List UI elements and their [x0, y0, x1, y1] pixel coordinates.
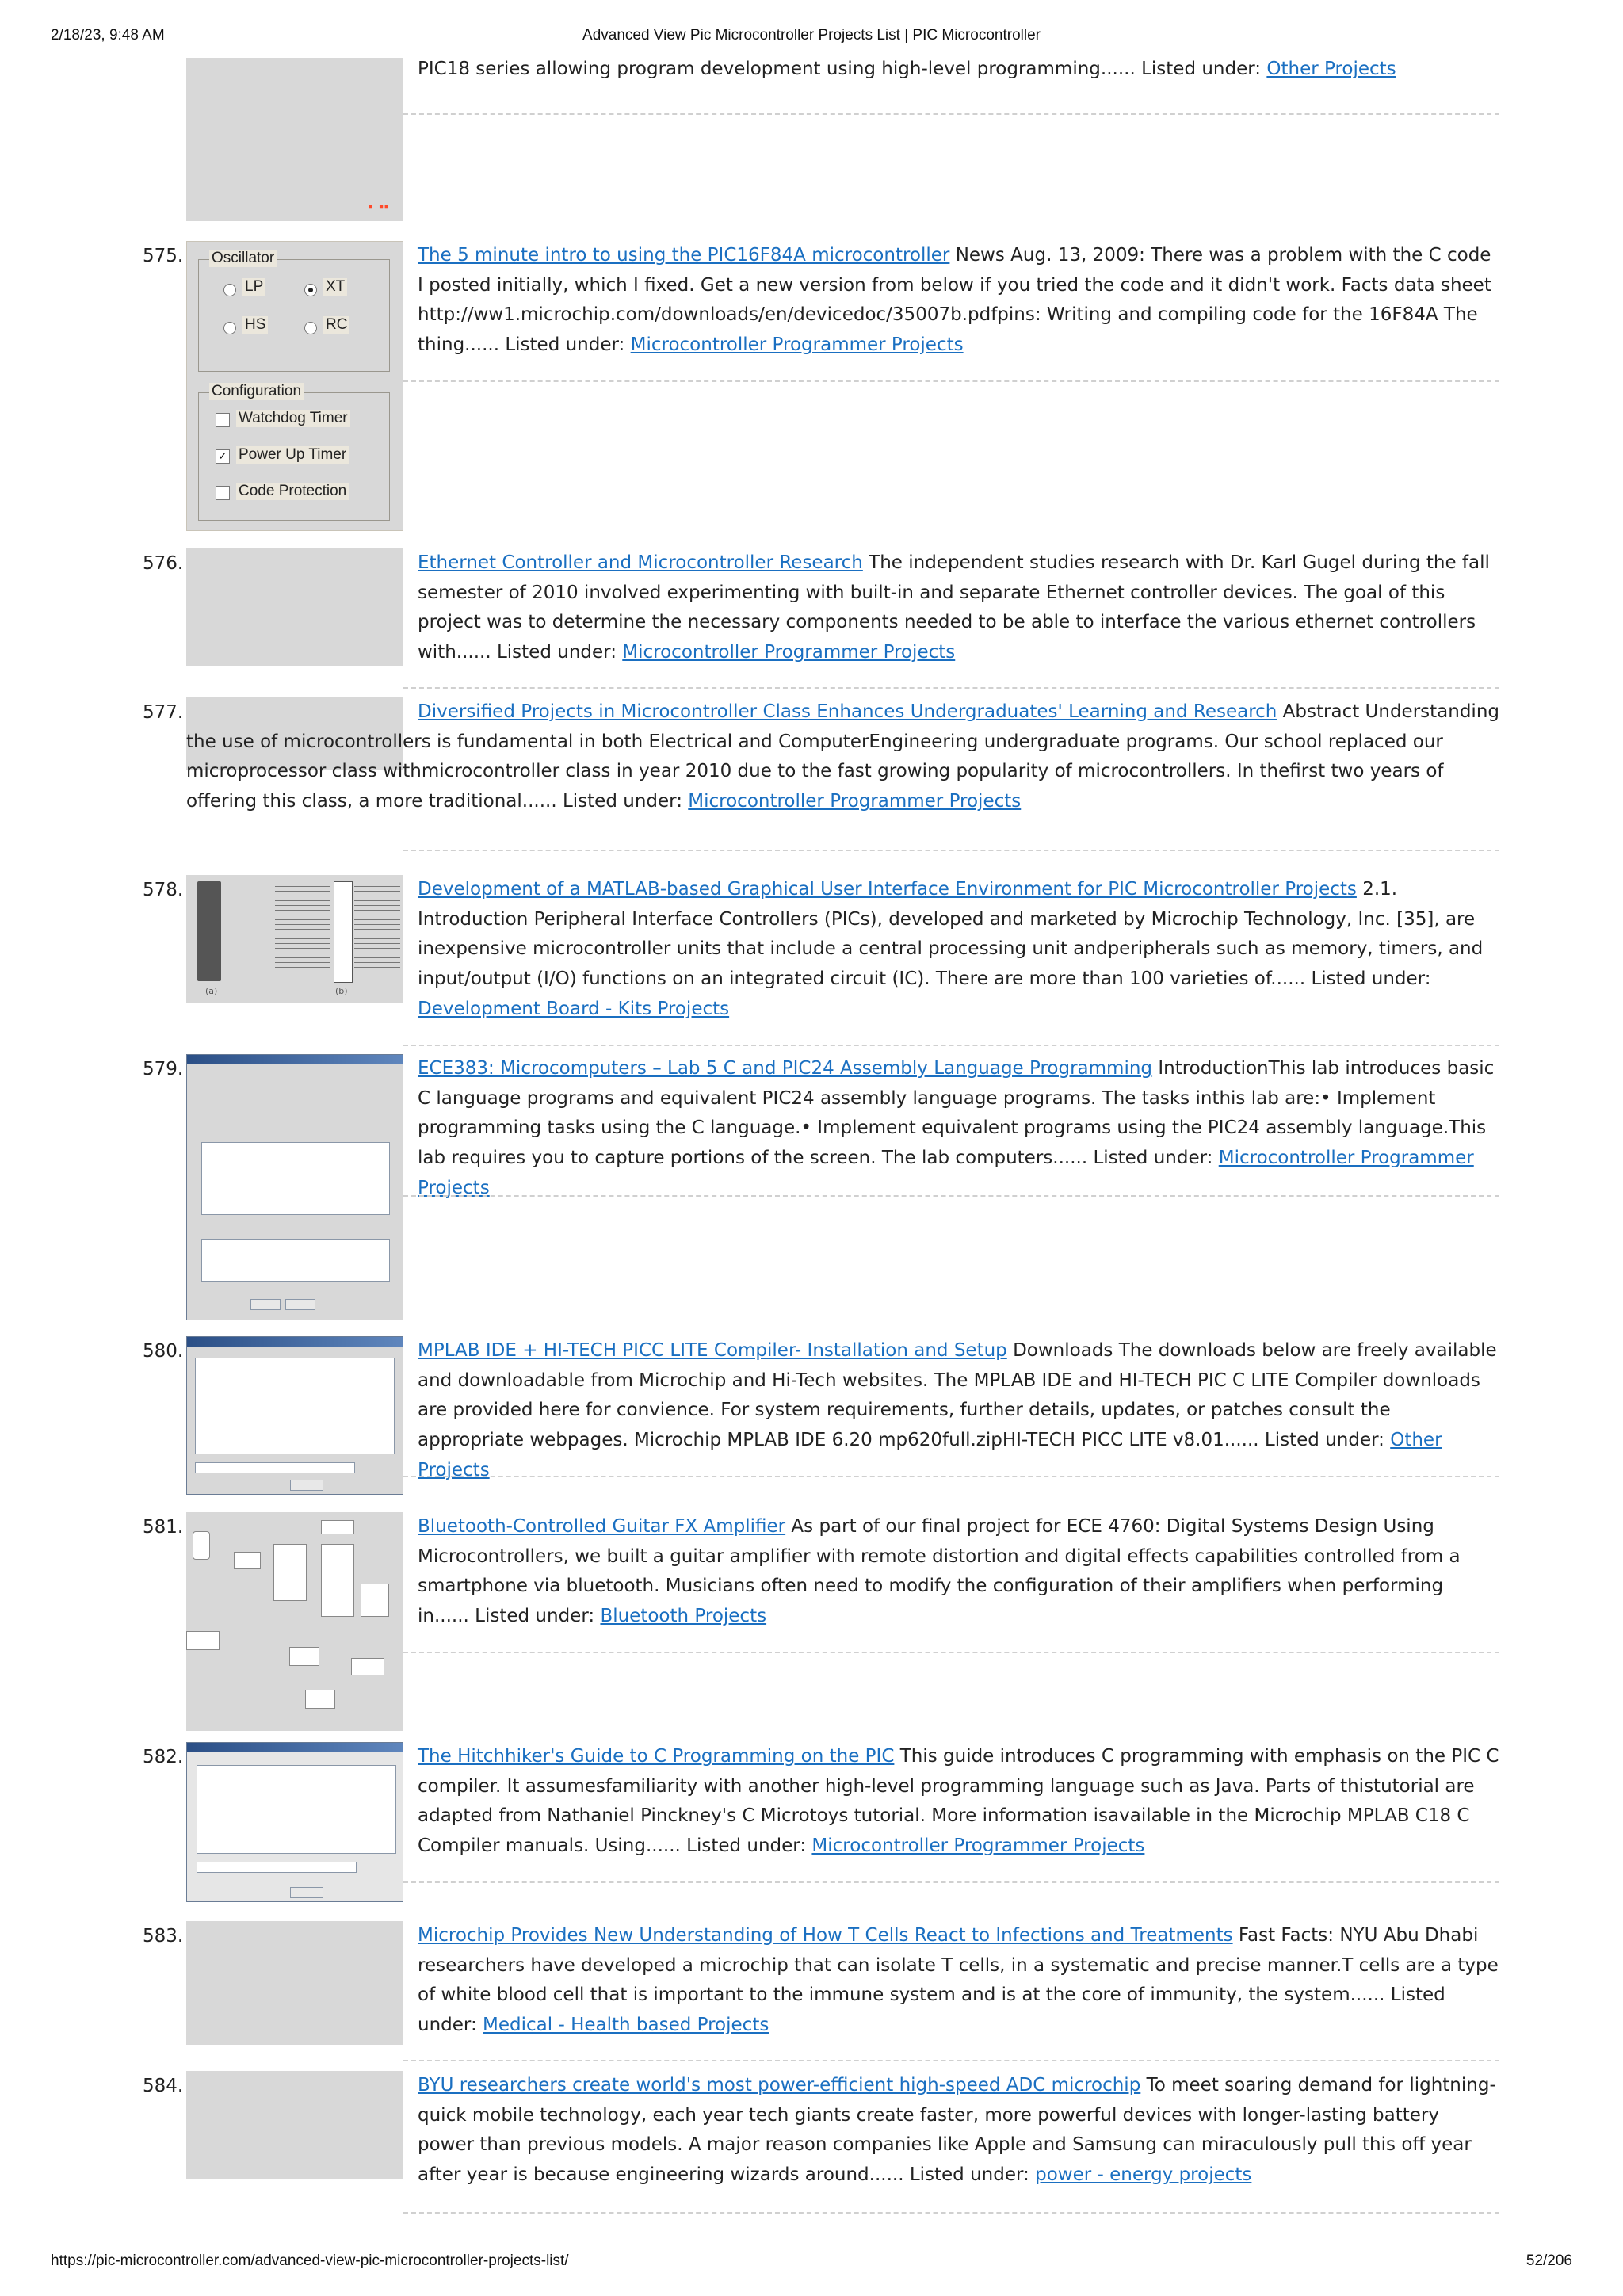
- chip-diagram: [334, 881, 353, 983]
- print-datetime: 2/18/23, 9:48 AM: [51, 27, 165, 44]
- photo-timestamp-overlay: ▪ ▪▪: [368, 201, 389, 212]
- page-counter: 52/206: [1526, 2252, 1572, 2269]
- entry-text: [418, 1512, 1499, 1632]
- entry-text: [418, 55, 1499, 85]
- entry-number: 580.: [143, 1341, 184, 1362]
- entry-body: PIC18 series allowing program development using high-level programming...... Listed under:: [418, 59, 1267, 79]
- dialog-titlebar: [187, 1337, 403, 1347]
- radio-rc-label: RC: [323, 316, 349, 334]
- entry-title-link[interactable]: Microchip Provides New Understanding of How T Cells React to Infections and Treatments: [418, 1925, 1233, 1946]
- entry-number: 584.: [143, 2076, 184, 2096]
- entry-title-link[interactable]: MPLAB IDE + HI-TECH PICC LITE Compiler- Installation and Setup: [418, 1340, 1007, 1361]
- entry-number: 579.: [143, 1059, 184, 1079]
- entry-text: [418, 241, 1499, 361]
- print-header: [0, 24, 1623, 48]
- entry-number: 577.: [143, 702, 184, 723]
- entry-divider: [403, 2212, 1499, 2214]
- chip-photo: [197, 881, 221, 981]
- entry-title-link[interactable]: Bluetooth-Controlled Guitar FX Amplifier: [418, 1516, 786, 1537]
- oscillator-config-dialog[interactable]: [186, 241, 403, 531]
- entry-body: Downloads The downloads below are freely available and downloadable from Microchip and Hi-Tech websites. The MPLAB IDE and HI-TECH PIC C LITE Compiler downloads are provided here for convience. For system requirements, further details, updates, or patches consult the appropriate webpages. Microchip MPLAB IDE 6.20 mp620full.zipHI-TECH PICC LITE v8.01...... Listed under:: [418, 1340, 1497, 1451]
- entry-title-link[interactable]: The Hitchhiker's Guide to C Programming on the PIC: [418, 1746, 895, 1767]
- oscillator-group: [198, 259, 390, 372]
- print-url: https://pic-microcontroller.com/advanced-view-pic-microcontroller-projects-list/: [51, 2252, 569, 2269]
- smartphone-block: [193, 1531, 210, 1560]
- block: [321, 1544, 354, 1617]
- checkbox-codeprotect-label: Code Protection: [236, 483, 349, 500]
- checkbox-codeprotect: [216, 486, 230, 500]
- category-link[interactable]: power - energy projects: [1035, 2164, 1252, 2186]
- registered-tools-dialog[interactable]: [186, 1742, 403, 1902]
- checkbox-watchdog: [216, 413, 230, 427]
- entry-title-link[interactable]: Ethernet Controller and Microcontroller Research: [418, 552, 863, 573]
- pin-labels-left: [275, 886, 330, 976]
- entry-divider: [403, 850, 1499, 851]
- configuration-group-label: Configuration: [209, 383, 304, 400]
- entry-body: The independent studies research with Dr. Karl Gugel during the fall semester of 2010 involved experimenting with built-in and separate Ethernet controller devices. The goal of this project was to determine the necessary components needed to be able to interface the various ethernet controllers with...... Listed under:: [418, 552, 1490, 663]
- entry-number: 578.: [143, 880, 184, 900]
- build-options-dialog[interactable]: [186, 1054, 403, 1320]
- entry-title-link[interactable]: Diversified Projects in Microcontroller Class Enhances Undergraduates' Learning and Research: [418, 701, 1277, 722]
- entry-divider: [403, 1881, 1499, 1883]
- entry-number: 575.: [143, 246, 184, 266]
- caption-b: (b): [335, 986, 348, 996]
- entry-text: [418, 1742, 1499, 1862]
- checkbox-powerup: ✓: [216, 449, 230, 464]
- entry-body: 2.1. Introduction Peripheral Interface Controllers (PICs), developed and marketed by Microchip Technology, Inc. [35], are inexpensive microcontroller units that include a central processing unit andperipherals such as memory, timers, and input/output (I/O) functions on an integrated circuit (IC). There are more than 100 varieties of...... Listed under:: [418, 879, 1484, 990]
- guitar-fx-block-diagram[interactable]: [186, 1512, 403, 1731]
- entry-text: [418, 1336, 1499, 1486]
- entry-divider: [403, 1652, 1499, 1653]
- radio-xt: [304, 284, 317, 296]
- ethernet-board-photo[interactable]: [186, 548, 403, 666]
- print-footer: [0, 2249, 1623, 2273]
- category-link[interactable]: Microcontroller Programmer Projects: [812, 1836, 1145, 1857]
- t-cells-illustration[interactable]: [186, 1921, 403, 2045]
- dialog-tree-panel: [197, 1765, 396, 1854]
- entry-title-link[interactable]: ECE383: Microcomputers – Lab 5 C and PIC24 Assembly Language Programming: [418, 1058, 1153, 1079]
- entry-title-link[interactable]: BYU researchers create world's most power-efficient high-speed ADC microchip: [418, 2075, 1141, 2095]
- block: [273, 1544, 307, 1601]
- block: [361, 1584, 389, 1617]
- category-link[interactable]: Microcontroller Programmer Projects: [688, 791, 1022, 812]
- radio-rc: [304, 322, 317, 334]
- category-link[interactable]: Other Projects: [1266, 59, 1396, 79]
- checkbox-watchdog-label: Watchdog Timer: [236, 410, 350, 427]
- entry-number: 581.: [143, 1517, 184, 1538]
- block: [234, 1552, 261, 1569]
- entry-body: This guide introduces C programming with emphasis on the PIC C compiler. It assumesfamiliarity with another high-level programming language such as Java. Parts of thistutorial are adapted from Nathaniel Pinckney's C Microtoys tutorial. More information isavailable in the Microchip MPLAB C18 C Compiler manuals. Using...... Listed under:: [418, 1746, 1499, 1857]
- entry-divider: [403, 1045, 1499, 1046]
- radio-lp: [223, 284, 236, 296]
- block: [186, 1631, 220, 1650]
- entry-title-link[interactable]: Development of a MATLAB-based Graphical User Interface Environment for PIC Microcontroller Projects: [418, 879, 1357, 900]
- entry-divider: [403, 1476, 1499, 1477]
- caption-a: (a): [205, 986, 218, 996]
- category-link[interactable]: Development Board - Kits Projects: [418, 998, 730, 1019]
- category-link[interactable]: Microcontroller Programmer Projects: [418, 1148, 1474, 1198]
- category-link[interactable]: Microcontroller Programmer Projects: [622, 642, 956, 663]
- classroom-board-image[interactable]: [186, 58, 403, 221]
- block: [305, 1690, 335, 1709]
- entry-text: [418, 2071, 1499, 2191]
- entry-number: 582.: [143, 1747, 184, 1767]
- radio-hs-label: HS: [242, 316, 268, 334]
- entry-body: Fast Facts: NYU Abu Dhabi researchers have developed a microchip that can isolate T cells, in a systematic and precise manner.T cells are a type of white blood cell that is important to the immune system and is at the core of immunity, the system...... Listed under:: [418, 1925, 1499, 2036]
- entry-divider: [403, 113, 1499, 115]
- ok-button: [250, 1299, 281, 1310]
- entry-text: [186, 697, 1499, 817]
- entry-body: As part of our final project for ECE 4760: Digital Systems Design Using Microcontrollers, we built a guitar amplifier with remote distortion and digital effects capabilities controlled from a smartphone via bluetooth. Musicians often need to modify the configuration of their amplifiers when performing in...... Listed under:: [418, 1516, 1461, 1627]
- entry-body: IntroductionThis lab introduces basic C language programs and equivalent PIC24 assembly language programs. The tasks inthis lab are:• Implement programming tasks using the C language.• Implement equivalent programs using the PIC24 assembly language.This lab requires you to capture portions of the screen. The lab computers...... Listed under:: [418, 1058, 1495, 1169]
- entry-text: [418, 875, 1499, 1025]
- radio-hs: [223, 322, 236, 334]
- cancel-button: [285, 1299, 315, 1310]
- block: [289, 1647, 319, 1666]
- ok-button: [290, 1887, 323, 1898]
- entry-title-link[interactable]: The 5 minute intro to using the PIC16F84A microcontroller: [418, 245, 950, 266]
- radio-lp-label: LP: [242, 278, 265, 296]
- category-link[interactable]: Medical - Health based Projects: [483, 2015, 769, 2036]
- entry-text: [418, 548, 1499, 668]
- entry-divider: [403, 1195, 1499, 1197]
- pic-chip-pinout[interactable]: [186, 875, 403, 1003]
- radio-xt-label: XT: [323, 278, 347, 296]
- entry-text: [418, 1054, 1499, 1204]
- category-link[interactable]: Microcontroller Programmer Projects: [630, 334, 964, 356]
- dialog-titlebar: [187, 1055, 403, 1064]
- entry-body: Abstract Understanding the use of microcontrollers is fundamental in both Electrical and ComputerEngineering undergraduate programs. Our school replaced our microprocessor class withmicrocontroller class in year 2010 due to the fast growing popularity of microcontrollers. In thefirst two years of offering this class, a more traditional...... Listed under:: [186, 701, 1500, 812]
- researcher-photo[interactable]: [186, 2071, 403, 2179]
- checkbox-powerup-label: Power Up Timer: [236, 446, 349, 464]
- dialog-policy-panel: [201, 1239, 390, 1282]
- entry-body: News Aug. 13, 2009: There was a problem with the C code I posted initially, which I fixed. Get a new version from below if you tried the code and it didn't work. Facts data sheet http://ww1.microchip.com/downloads/en/devicedoc/35007b.pdfpins: Writing and compiling code for the 16F84A The thing...... Listed under:: [418, 245, 1491, 356]
- entry-number: 576.: [143, 553, 184, 574]
- entry-divider: [403, 687, 1499, 689]
- block: [321, 1520, 354, 1534]
- entry-body: To meet soaring demand for lightning-quick mobile technology, each year tech giants create faster, more powerful devices with longer-lasting battery power than previous models. A major reason companies like Apple and Samsung can miraculously pull this off year after year is because engineering wizards around...... Listed under:: [418, 2075, 1496, 2186]
- dialog-location-field: [197, 1862, 357, 1873]
- dialog-titlebar: [187, 1743, 403, 1752]
- dialog-location-field: [195, 1462, 355, 1473]
- dialog-tree-panel: [195, 1358, 395, 1454]
- category-link[interactable]: Other Projects: [418, 1430, 1442, 1480]
- entry-divider: [403, 2060, 1499, 2061]
- entry-number: 583.: [143, 1926, 184, 1946]
- pin-labels-right: [354, 886, 400, 976]
- print-page-title: Advanced View Pic Microcontroller Projects List | PIC Microcontroller: [582, 27, 1041, 44]
- block: [351, 1658, 384, 1675]
- entry-divider: [403, 380, 1499, 382]
- category-link[interactable]: Bluetooth Projects: [600, 1606, 767, 1627]
- oscillator-group-label: Oscillator: [209, 250, 277, 267]
- ok-button: [290, 1480, 323, 1491]
- language-toolsuite-dialog[interactable]: [186, 1336, 403, 1495]
- entry-text: [418, 1921, 1499, 2041]
- dialog-list-panel: [201, 1142, 390, 1215]
